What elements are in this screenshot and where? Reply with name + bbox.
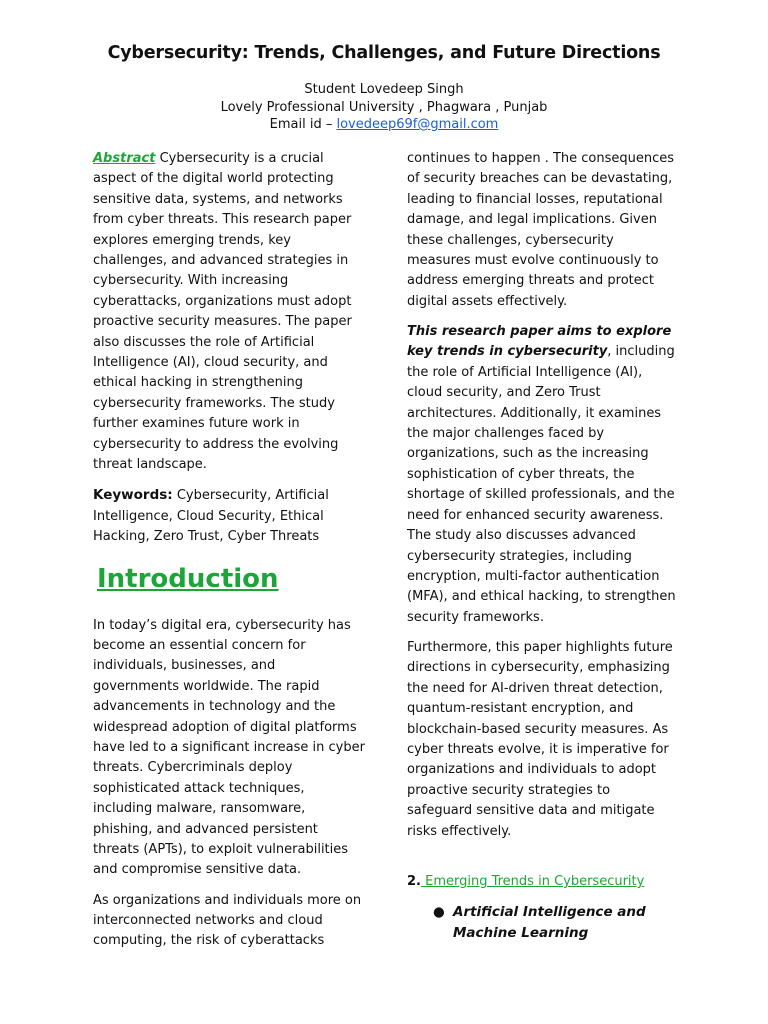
keywords-text: Cybersecurity, Artificial Intelligence, Cloud Security, Ethical Hacking, Zero Trust, Cyber Threats [93, 488, 329, 545]
keywords-paragraph [93, 485, 365, 547]
author-name: Student Lovedeep Singh [304, 82, 464, 97]
intro-paragraph-4: Furthermore, this paper highlights future directions in cybersecurity, emphasizing the need for AI-driven threat detection, quantum-resistant encryption, and blockchain-based security measures. As cyber threats evolve, it is imperative for organizations and individuals to adopt proactive security strategies to safeguard sensitive data and mitigate risks effectively. [407, 639, 673, 839]
author-email-line [0, 116, 768, 134]
section-2-title: Emerging Trends in Cybersecurity [420, 874, 645, 889]
intro-paragraph-2-start: As organizations and individuals more on interconnected networks and cloud computing, the risk of cyberattacks [93, 892, 362, 949]
paper-title: Cybersecurity: Trends, Challenges, and Future Directions [107, 43, 661, 63]
right-column [407, 149, 679, 943]
abstract-label: Abstract [93, 151, 156, 166]
bullet-text: Artificial Intelligence and Machine Learning [453, 904, 646, 941]
bullet-item [407, 902, 679, 943]
intro-paragraph-3 [407, 322, 679, 628]
abstract-paragraph [93, 149, 365, 476]
intro-paragraph-2-cont: continues to happen . The consequences of security breaches can be devastating, leading to financial losses, reputational damage, and legal implications. Given these challenges, cybersecurity measures must evolve continuously to address emerging threats and protect digital assets effectively. [407, 151, 675, 309]
bullet-dot-icon: ● [433, 904, 445, 921]
intro-p3-rest: , including the role of Artificial Intelligence (AI), cloud security, and Zero Trust architectures. Additionally, it examines the major challenges faced by organizations, such as the increasing sophistication of cyber threats, the shortage of skilled professionals, and the need for enhanced security awareness. The study also discusses advanced cybersecurity strategies, including encryption, multi-factor authentication (MFA), and ethical hacking, to strengthen security frameworks. [407, 344, 676, 625]
introduction-heading: Introduction [97, 563, 279, 594]
intro-paragraph-1: In today’s digital era, cybersecurity has become an essential concern for individuals, businesses, and governments worldwide. The rapid advancements in technology and the widespread adoption of digital platforms have led to a significant increase in cyber threats. Cybercriminals deploy sophisticated attack techniques, including malware, ransomware, phishing, and advanced persistent threats (APTs), to exploit vulnerabilities and compromise sensitive data. [93, 617, 365, 878]
section-2-heading [407, 872, 679, 892]
section-2-number: 2. [407, 874, 421, 889]
author-affiliation: Lovely Professional University , Phagwara , Punjab [220, 99, 548, 115]
left-column [93, 149, 365, 962]
author-block [0, 81, 768, 134]
keywords-label: Keywords: [93, 487, 173, 504]
intro-p3-emphasis: This research paper aims to explore key trends in cybersecurity [407, 324, 672, 360]
email-link[interactable]: lovedeep69f@gmail.com [336, 117, 499, 132]
email-label: Email id – [269, 117, 337, 132]
abstract-text: Cybersecurity is a crucial aspect of the digital world protecting sensitive data, systems, and networks from cyber threats. This research paper explores emerging trends, key challenges, and advanced strategies in cybersecurity. With increasing cyberattacks, organizations must adopt proactive security measures. The paper also discusses the role of Artificial Intelligence (AI), cloud security, and ethical hacking in strengthening cybersecurity frameworks. The study further examines future work in cybersecurity to address the evolving threat landscape. [93, 151, 352, 473]
section-2-bullets [407, 902, 679, 943]
